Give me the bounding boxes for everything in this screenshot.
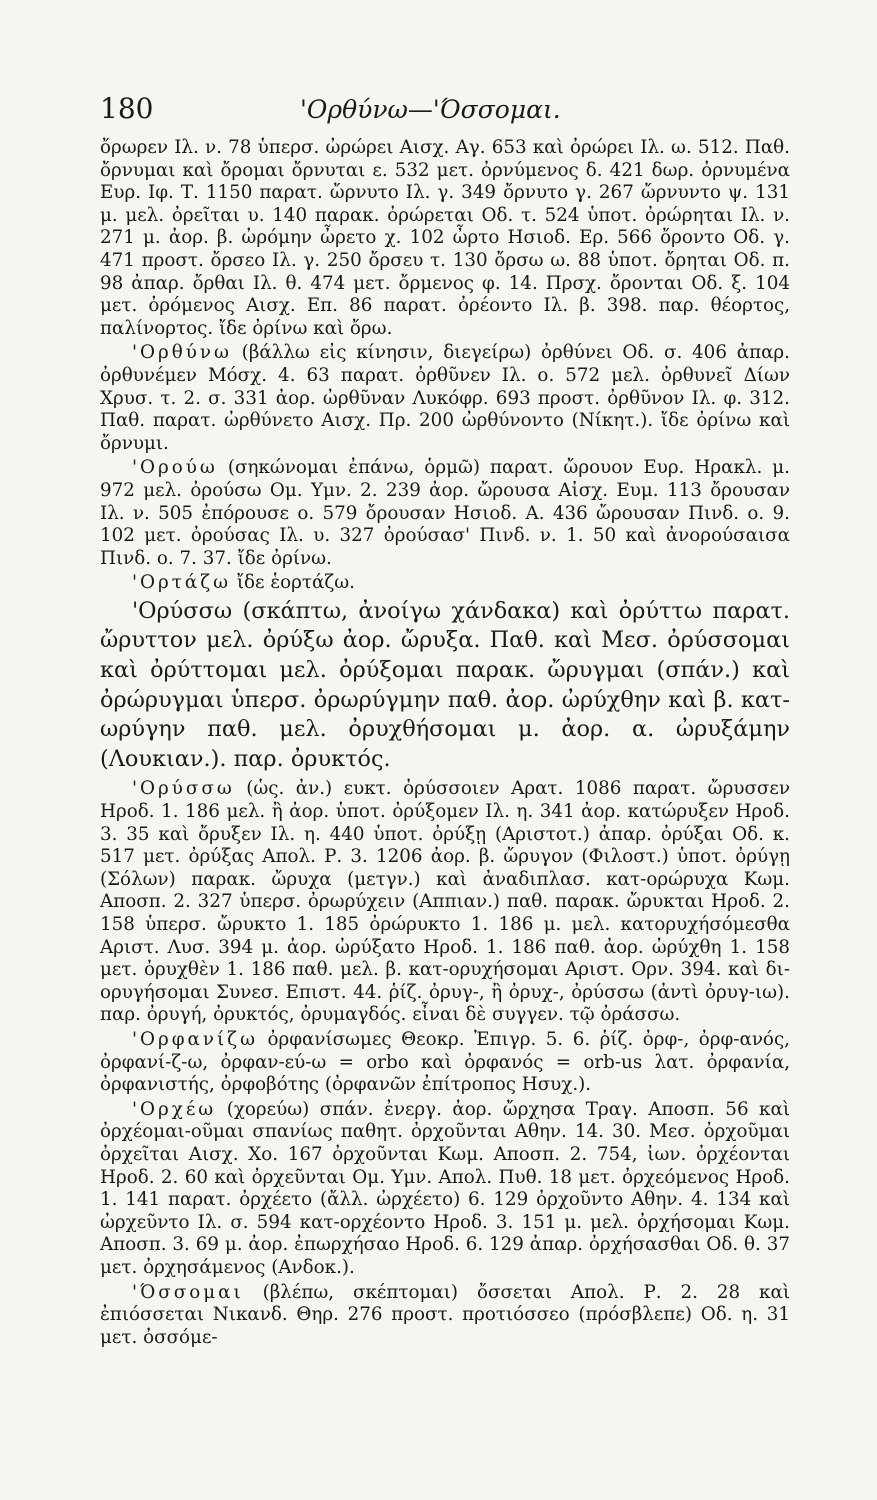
entry-oroyo — [100, 457, 790, 570]
entry-lemma: 'Ορύσσω — [132, 597, 233, 624]
entry-lemma: 'Ορθύνω — [132, 342, 232, 364]
entry-orysso-detail — [100, 778, 790, 1027]
entry-text: (σηκώνομαι ἐπάνω, ὁρμῶ) παρατ. ὤρουον Ευρ. Ηρακλ. μ. 972 μελ. ὀρούσω Ομ. Υμν. 2. 239 ἀορ. ὤρουσα Αἰσχ. Ευμ. 113 ὄρουσαν Ιλ. ν. 505 ἐπόρουσε ο. 579 ὄρουσαν Ησιοδ. Α. 436 ὤρουσαν Πινδ. ο. 9. 102 μετ. ὀρούσας Ιλ. υ. 327 ὀρούσασ' Πινδ. ν. 1. 50 καὶ ἀνορούσαισα Πινδ. ο. 7. 37. ἴδε ὀρίνω. — [100, 457, 790, 569]
entry-text: ὀρφανίσωμες Θεοκρ. Ἐπιγρ. 5. 6. ῥίζ. ὀρφ-, ὀρφ-ανός, ὀρφανί-ζ-ω, ὀρφαν-εύ-ω = orbo καὶ ὀρφανός = orb-us λατ. ὀρφανία, ὀρφανιστής, ὀρφοβότης (ὀρφανῶν ἐπίτροπος Ησυχ.). — [100, 1028, 790, 1096]
entry-text: (σκάπτω, ἀνοίγω χάνδακα) καὶ ὀρύττω παρατ. ὤρυττον μελ. ὀρύξω ἀορ. ὤρυξα. Παθ. καὶ Μεσ. ὀρύσσομαι καὶ ὀρύττομαι μελ. ὀρύξομαι παρακ. ὤρυγμαι (σπάν.) καὶ ὀρώρυγμαι ὑπερσ. ὀρωρύγμην παθ. ἀορ. ὠρύχθην καὶ β. κατ-ωρύγην παθ. μελ. ὀρυχθήσομαι μ. ἀορ. α. ὠρυξάμην (Λουκιαν.). παρ. ὀρυκτός. — [100, 597, 790, 772]
entry-text: ἴδε ἑορτάζω. — [231, 572, 355, 594]
page-number: 180 — [100, 92, 154, 125]
entry-ossomai — [100, 1282, 790, 1350]
entry-lemma: 'Όσσομαι — [132, 1281, 244, 1303]
entry-lemma: 'Ορύσσω — [132, 778, 235, 800]
entry-orthuno — [100, 342, 790, 455]
entry-lemma: 'Ορχέω — [132, 1098, 217, 1120]
entry-text: (χορεύω) σπάν. ἐνεργ. ἀορ. ὤρχησα Τραγ. Αποσπ. 56 καὶ ὀρχέομαι-οῦμαι σπανίως παθητ. ὀρχοῦνται Αθην. 14. 30. Μεσ. ὀρχοῦμαι ὀρχεῖται Αισχ. Χο. 167 ὀρχοῦνται Κωμ. Αποσπ. 2. 754, ἰων. ὀρχέονται Ηροδ. 2. 60 καὶ ὀρχεῦνται Ομ. Υμν. Απολ. Πυθ. 18 μετ. ὀρχεόμενος Ηροδ. 1. 141 παρατ. ὀρχέετο (ἄλλ. ὠρχέετο) 6. 129 ὀρχοῦντο Αθην. 4. 134 καὶ ὠρχεῦντο Ιλ. σ. 594 κατ-ορχέοντο Ηροδ. 3. 151 μ. μελ. ὀρχήσομαι Κωμ. Αποσπ. 3. 69 μ. ἀορ. ἐπωρχήσαο Ηροδ. 6. 129 ἀπαρ. ὀρχήσασθαι Οδ. θ. 37 μετ. ὀρχησάμενος (Ανδοκ.). — [100, 1098, 790, 1278]
entry-text: (βάλλω εἰς κίνησιν, διεγείρω) ὀρθύνει Οδ. σ. 406 ἀπαρ. ὀρθυνέμεν Μόσχ. 4. 63 παρατ. ὀρθῦνεν Ιλ. ο. 572 μελ. ὀρθυνεῖ Δίων Χρυσ. τ. 2. σ. 331 ἀορ. ὠρθῦναν Λυκόφρ. 693 προστ. ὀρθῦνον Ιλ. φ. 312. Παθ. παρατ. ὠρθύνετο Αισχ. Πρ. 200 ὠρθύνοντο (Νίκητ.). ἴδε ὀρίνω καὶ ὄρνυμι. — [100, 342, 790, 454]
dictionary-entries — [100, 137, 790, 1349]
entry-lemma: 'Ορφανίζω — [132, 1028, 259, 1050]
page-header — [100, 92, 785, 125]
entry-orysso-main — [100, 597, 790, 775]
entry-orcheo — [100, 1099, 790, 1280]
entry-text: (ὡς. ἀν.) ευκτ. ὀρύσσοιεν Αρατ. 1086 παρατ. ὤρυσσεν Ηροδ. 1. 186 μελ. ἢ ἀορ. ὑποτ. ὀρύξομεν Ιλ. η. 341 ἀορ. κατώρυξεν Ηροδ. 3. 35 καὶ ὄρυξεν Ιλ. η. 440 ὑποτ. ὀρύξῃ (Αριστοτ.) ἀπαρ. ὀρύξαι Οδ. κ. 517 μετ. ὀρύξας Απολ. Ρ. 3. 1206 ἀορ. β. ὤρυγον (Φιλοστ.) ὑποτ. ὀρύγῃ (Σόλων) παρακ. ὤρυχα (μετγν.) καὶ ἀναδιπλασ. κατ-ορώρυχα Κωμ. Αποσπ. 2. 327 ὑπερσ. ὀρωρύχειν (Αππιαν.) παθ. παρακ. ὤρυκται Ηροδ. 2. 158 ὑπερσ. ὤρυκτο 1. 185 ὀρώρυκτο 1. 186 μ. μελ. κατορυχήσόμεσθα Αριστ. Λυσ. 394 μ. ἀορ. ὠρύξατο Ηροδ. 1. 186 παθ. ἀορ. ὠρύχθη 1. 158 μετ. ὀρυχθὲν 1. 186 παθ. μελ. β. κατ-ορυχήσομαι Αριστ. Ορν. 394. καὶ δι-ορυγήσομαι Συνεσ. Επιστ. 44. ῥίζ. ὀρυγ-, ἢ ὀρυχ-, ὀρύσσω (ἀντὶ ὀρυγ-ιω). παρ. ὀρυγή, ὀρυκτός, ὀρυμαγδός. εἶναι δὲ συγγεν. τῷ ὀράσσω. — [100, 778, 790, 1026]
entry-text: (βλέπω, σκέπτομαι) ὄσσεται Απολ. Ρ. 2. 28 καὶ ἐπιόσσεται Νικανδ. Θηρ. 276 προστ. προτιόσσεο (πρόσβλεπε) Οδ. η. 31 μετ. ὀσσόμε- — [100, 1281, 790, 1348]
entry-ortazo — [100, 572, 790, 595]
entry-orphanizo — [100, 1029, 790, 1097]
running-head: 'Ορθύνω—'Όσσομαι. — [300, 95, 561, 124]
entry-text: ὄρωρεν Ιλ. ν. 78 ὑπερσ. ὠρώρει Αισχ. Αγ. 653 καὶ ὀρώρει Ιλ. ω. 512. Παθ. ὄρνυμαι καὶ ὄρομαι ὄρνυται ε. 532 μετ. ὀρνύμενος δ. 421 δωρ. ὀρνυμένα Ευρ. Ιφ. Τ. 1150 παρατ. ὤρνυτο Ιλ. γ. 349 ὄρνυτο γ. 267 ὤρνυντο ψ. 131 μ. μελ. ὀρεῖται υ. 140 παρακ. ὀρώρεται Οδ. τ. 524 ὑποτ. ὀρώρηται Ιλ. ν. 271 μ. ἀορ. β. ὠρόμην ὦρετο χ. 102 ὦρτο Ησιοδ. Ερ. 566 ὄροντο Οδ. γ. 471 προστ. ὄρσεο Ιλ. γ. 250 ὄρσευ τ. 130 ὄρσω ω. 88 ὑποτ. ὄρηται Οδ. π. 98 ἀπαρ. ὄρθαι Ιλ. θ. 474 μετ. ὄρμενος φ. 14. Πρσχ. ὄρονται Οδ. ξ. 104 μετ. ὀρόμενος Αισχ. Επ. 86 παρατ. ὀρέοντο Ιλ. β. 398. παρ. θέορτος, παλίνορτος. ἴδε ὀρίνω καὶ ὄρω. — [100, 137, 790, 339]
entry-lemma: 'Ορτάζω — [132, 572, 232, 594]
entry-lemma: 'Ορούω — [132, 457, 218, 479]
entry-continuation — [100, 137, 790, 340]
